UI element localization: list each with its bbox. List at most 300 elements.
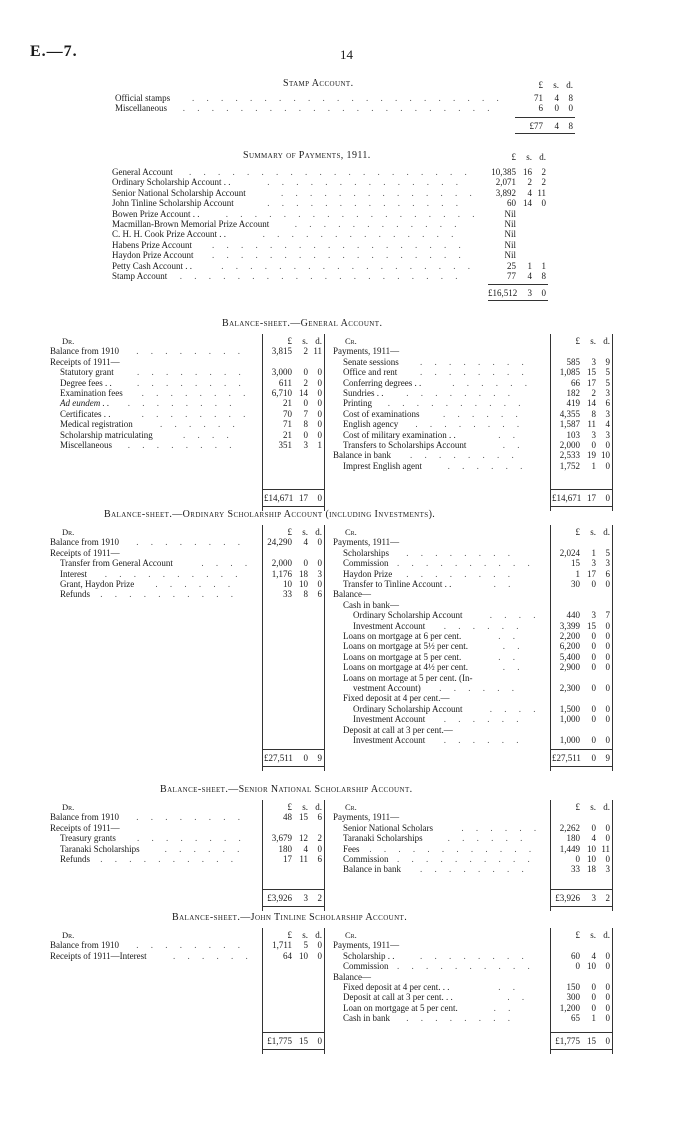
credit-label: Cash in bank— [343,599,399,610]
leader-dots: . . . . . . [443,620,524,631]
row-label: Ordinary Scholarship Account . . [112,177,231,188]
shillings: 3 [527,288,532,299]
pence: 0 [605,641,610,652]
pence: 2 [317,892,322,903]
shillings: 4 [527,187,532,198]
shillings: 0 [591,753,596,764]
credit-label: Investment Account [353,735,426,745]
shillings: 0 [591,662,596,673]
leader-dots: . . . . . . . . . . . . . . . . . . [221,260,475,271]
leader-dots: . . . . . . . . [137,367,246,378]
pounds: 2,300 [559,683,580,693]
pounds: 21 [283,429,292,440]
leader-dots: . . . . . . . . [415,419,525,430]
column-rule [262,525,263,771]
pounds: 6,200 [559,641,580,652]
pounds: 1,587 [559,419,580,430]
leader-dots: . . [498,429,520,440]
pence: 2 [317,833,322,844]
credit-label: Payments, 1911— [333,812,400,823]
pounds: 351 [278,440,292,450]
pounds-heading: £ [287,527,292,537]
pence: 0 [605,1035,610,1046]
pence: 0 [605,833,610,844]
leader-dots: . . [493,579,516,589]
pence: 1 [317,440,322,450]
section-title: Summary of Payments, 1911. [243,150,371,161]
leader-dots: . . . . . . . . . . . . . . . . . . [225,208,480,219]
total-rule-left [262,749,324,750]
pounds: 2,000 [271,558,292,569]
debit-label: Taranaki Scholarships [60,843,140,854]
shillings: 3 [303,892,308,903]
debit-label: Degree fees . . [60,377,112,388]
pounds: 180 [278,843,292,854]
column-rule [612,800,613,911]
column-rule [262,334,263,511]
leader-dots: . . . . . . [439,683,519,693]
pounds: 1,500 [559,703,580,714]
leader-dots: . . . . . . . . . . . . . . [262,229,459,240]
row-label: Petty Cash Account . . [112,260,192,271]
pounds: 25 [507,260,516,271]
pounds: 2,900 [559,662,580,673]
debit-label: Receipts of 1911— [50,822,120,833]
leader-dots: . . . . . . . . . . [397,558,535,569]
debit-label: Miscellaneous [60,440,112,450]
shillings: 10 [299,950,308,961]
leader-dots: . . . . . . . . . . . . . . [267,198,463,209]
pence-heading: d. [603,336,610,346]
pounds: Nil [504,239,516,250]
pounds: 66 [571,377,580,388]
pence: 6 [605,568,610,579]
pounds: 103 [566,429,580,440]
row-label: Bowen Prize Account . . [112,208,200,219]
pounds: 30 [571,579,580,589]
pounds: 2,071 [495,177,516,188]
leader-dots: . . . . . . . . . . . . . . . . . . [212,239,466,250]
dr-heading: Dr. [62,930,75,940]
shillings: 1 [527,260,532,271]
row-label: Macmillan-Brown Memorial Prize Account [112,219,270,229]
leader-dots: . . . . . . . . . . . . [369,843,537,854]
pence: 7 [605,610,610,621]
leader-dots: . . . . . . . . [406,388,515,398]
leader-dots: . . . . . . . . . . [104,568,243,579]
shillings: 0 [591,631,596,641]
pounds: 10 [283,579,292,589]
pounds-heading: £ [538,80,543,90]
pounds: 440 [566,610,580,621]
credit-label: Scholarships [343,547,389,558]
pounds: 2,533 [559,450,580,461]
row-label: Haydon Prize Account [112,250,194,261]
pounds: £1,775 [267,1035,292,1046]
pence: 3 [605,558,610,569]
pence: 8 [541,271,546,281]
pence: 4 [605,419,610,430]
shillings: 4 [591,950,596,961]
total-rule-right-bottom [550,506,612,507]
pence-heading: d. [603,527,610,537]
leader-dots: . . . . . . [447,460,528,471]
leader-dots: . . . . . . . . [137,377,246,388]
leader-dots: . . . . . . . . [136,537,245,548]
pounds: 0 [575,854,580,864]
leader-dots: . . . . . . . . [137,833,246,844]
pence: 0 [605,662,610,673]
shillings: 0 [554,103,559,114]
leader-dots: . . . . . . [164,843,245,854]
column-rule [324,334,325,511]
pence: 0 [605,651,610,662]
credit-label: Commission [343,558,389,569]
leader-dots: . . . . . . . . [141,408,251,419]
shillings-heading: s. [553,80,559,90]
shillings: 17 [587,493,596,504]
pounds-heading: £ [575,527,580,537]
column-rule [262,928,263,1054]
pence: 5 [605,547,610,558]
pounds-heading: £ [287,930,292,940]
pounds: 6,710 [271,388,292,398]
shillings: 15 [299,1035,308,1046]
shillings: 17 [299,493,308,504]
shillings: 1 [591,547,596,558]
credit-label: Senate sessions [343,356,399,367]
credit-label: Loans on mortage at 5 per cent. (In- [343,672,473,683]
leader-dots: . . [502,440,525,450]
shillings: 5 [303,940,308,951]
total-rule [515,117,575,118]
leader-dots: . . . . . . . . [420,367,529,378]
leader-dots: . . . . . . . . . . [397,961,535,972]
pounds: 17 [283,854,292,864]
pence: 0 [541,198,546,209]
pence: 1 [541,260,546,271]
pence-heading: d. [603,802,610,812]
row-label: Habens Prize Account [112,239,192,250]
pounds: £77 [529,120,543,131]
shillings: 0 [591,641,596,652]
shillings: 10 [587,854,596,864]
pounds: 3,815 [271,346,292,357]
pounds: 2,262 [559,822,580,833]
leader-dots: . . . . . . . . [420,864,529,875]
leader-dots: . . . . . . [155,579,236,589]
pounds-heading: £ [287,336,292,346]
shillings: 14 [587,398,596,409]
pence: 0 [605,703,610,714]
shillings: 4 [554,120,559,131]
pounds-heading: £ [575,930,580,940]
debit-label: Balance from 1910 [50,940,119,951]
shillings: 0 [591,683,596,693]
credit-label: Balance— [333,971,371,982]
pence: 0 [317,377,322,388]
total-rule-right-bottom [550,906,612,907]
shillings: 4 [303,537,308,548]
pence: 0 [541,288,546,299]
credit-label: Cash in bank [343,1013,390,1024]
shillings: 8 [303,589,308,600]
debit-label: Grant, Haydon Prize [60,579,135,589]
row-label: John Tinline Scholarship Account [112,198,234,209]
shillings: 17 [587,377,596,388]
column-rule [612,525,613,771]
leader-dots: . . [498,982,520,992]
cr-heading: Cr. [345,336,357,346]
pounds: 1,449 [559,843,580,854]
credit-label: Commission [343,961,389,972]
leader-dots: . . . . . . . . . . . . [294,219,462,229]
leader-dots: . . . . . . . . . . [100,854,238,864]
credit-label: Fees [343,843,360,854]
shillings: 3 [591,558,596,569]
pence: 3 [605,388,610,398]
pence-heading: d. [315,527,322,537]
pence: 6 [317,854,322,864]
shillings: 2 [527,177,532,188]
leader-dots: . . . . . . . . [136,940,245,951]
shillings: 0 [591,1002,596,1013]
pence: 0 [317,367,322,378]
pounds: 71 [534,93,543,103]
shillings-heading: s. [590,930,596,940]
column-rule [324,525,325,771]
pence: 0 [605,950,610,961]
debit-label: Refunds [60,854,90,864]
pounds: 3,892 [495,187,516,198]
leader-dots: . . . . . . . . [141,388,251,398]
leader-dots: . . . . . . [160,419,240,430]
leader-dots: . . . . . . . . [420,356,529,367]
shillings: 0 [591,982,596,992]
shillings: 14 [523,198,532,209]
total-rule-right-bottom [550,1049,612,1050]
credit-label: Haydon Prize [343,568,393,579]
shillings: 2 [591,388,596,398]
pence: 0 [317,940,322,951]
shillings: 18 [299,568,308,579]
pounds: £3,926 [555,892,580,903]
pounds: 77 [507,271,516,281]
row-label: General Account [112,167,173,177]
pounds: 585 [566,356,580,367]
credit-label: Loans on mortgage at 5½ per cent. [343,641,468,652]
shillings: 0 [303,367,308,378]
pence: 0 [317,493,322,504]
pounds: £14,671 [264,493,294,504]
credit-label: Loans on mortgage at 4½ per cent. [343,662,468,673]
shillings: 11 [587,419,596,430]
leader-dots: . . . . . . . . [406,1013,515,1024]
pounds: 1,000 [559,735,580,745]
pence: 5 [605,377,610,388]
leader-dots: . . [502,662,525,673]
credit-label: English agency [343,419,399,430]
leader-dots: . . . . . . [443,735,524,745]
shillings-heading: s. [302,930,308,940]
leader-dots: . . [493,1002,516,1013]
pounds: 24,290 [267,537,292,548]
total-rule-right [550,1032,612,1033]
leader-dots: . . . . [489,703,541,714]
pounds: 1,176 [271,568,292,579]
pounds: 300 [566,992,580,1003]
shillings: 15 [587,367,596,378]
pence: 0 [605,460,610,471]
column-rule [550,525,551,771]
shillings: 4 [527,271,532,281]
shillings: 0 [303,753,308,764]
credit-label: Investment Account [353,714,426,725]
pounds: 1,711 [272,940,292,951]
shillings: 2 [303,377,308,388]
shillings: 15 [299,812,308,823]
credit-label: Scholarship . . [343,950,395,961]
pence: 0 [317,398,322,409]
debit-label: Treasury grants [60,833,116,844]
column-rule [550,334,551,511]
leader-dots: . . . . . . . . . . . . . . [267,177,463,188]
pence: 2 [605,892,610,903]
total-rule-left-bottom [262,1049,324,1050]
pounds: 21 [283,398,292,409]
pence-heading: d. [539,152,546,162]
pence: 0 [605,683,610,693]
shillings: 10 [299,579,308,589]
credit-label: Payments, 1911— [333,940,400,951]
column-rule [550,800,551,911]
pounds: 4,355 [559,408,580,419]
pounds-heading: £ [575,336,580,346]
credit-label: Office and rent [343,367,398,378]
shillings: 15 [587,1035,596,1046]
leader-dots: . . . . . . . . [127,398,237,409]
total-rule-left-bottom [262,766,324,767]
debit-label: Balance from 1910 [50,812,119,823]
shillings: 3 [303,440,308,450]
section-title: Balance-sheet.—General Account. [222,318,383,329]
pounds: 1,752 [559,460,580,471]
pounds-heading: £ [575,802,580,812]
dr-heading: Dr. [62,527,75,537]
shillings: 0 [591,440,596,450]
pence: 0 [317,408,322,419]
leader-dots: . . . . . . . . [136,812,245,823]
shillings: 3 [591,892,596,903]
leader-dots: . . . . . . . . . . . . . . . . . . . . . . [182,103,495,114]
leader-dots: . . . . . . . . . . . . . . . . . . . . [189,167,472,177]
row-label: Stamp Account [112,271,168,281]
total-rule-right [550,889,612,890]
pounds: 182 [566,388,580,398]
credit-label: Fixed deposit at 4 per cent. . . [343,982,450,992]
shillings: 1 [591,460,596,471]
shillings-heading: s. [590,527,596,537]
pounds: 1,200 [559,1002,580,1013]
pounds: Nil [504,219,516,229]
debit-label: Scholarship matriculating [60,429,153,440]
shillings: 0 [591,735,596,745]
pence: 0 [605,620,610,631]
dr-heading: Dr. [62,336,75,346]
shillings-heading: s. [526,152,532,162]
section-title: Balance-sheet.—John Tinline Scholarship Account. [172,912,408,923]
pence: 6 [317,812,322,823]
pounds-heading: £ [287,802,292,812]
total-rule-right [550,489,612,490]
pounds: £14,671 [552,493,582,504]
pence: 6 [605,398,610,409]
pence: 3 [605,429,610,440]
row-label: Miscellaneous [115,103,167,114]
column-rule [612,334,613,511]
pounds: 70 [283,408,292,419]
shillings: 7 [303,408,308,419]
pounds: £3,926 [267,892,292,903]
pounds: 611 [278,377,292,388]
credit-label: Taranaki Scholarships [343,833,423,844]
shillings: 10 [587,843,596,854]
shillings: 8 [591,408,596,419]
credit-label: Investment Account [353,620,426,631]
cr-heading: Cr. [345,527,357,537]
pounds: 64 [283,950,292,961]
pence: 2 [541,167,546,177]
debit-label: Medical registration [60,419,133,430]
credit-label: Loans on mortgage at 6 per cent. [343,631,462,641]
shillings-heading: s. [590,802,596,812]
total-rule-left [262,889,324,890]
pence: 0 [605,854,610,864]
leader-dots: . . . . . . . . [410,450,519,461]
leader-dots: . . . . [183,429,234,440]
shillings: 8 [303,419,308,430]
credit-label: Sundries . . [343,388,384,398]
pounds: 1,085 [559,367,580,378]
cr-heading: Cr. [345,802,357,812]
pence: 0 [568,103,573,114]
credit-label: Loan on mortgage at 5 per cent. [343,1002,458,1013]
pounds: 15 [571,558,580,569]
pounds: 33 [283,589,292,600]
shillings-heading: s. [302,802,308,812]
shillings: 2 [303,346,308,357]
shillings: 3 [591,610,596,621]
leader-dots: . . . . . . . . . . . . . . . . . . . . . . [192,93,504,103]
shillings: 0 [591,822,596,833]
shillings: 4 [303,843,308,854]
pence: 11 [313,346,322,357]
pounds: £27,511 [552,753,581,764]
dr-heading: Dr. [62,802,75,812]
debit-label: Receipts of 1911—Interest [50,950,147,961]
leader-dots: . . . . . . . . [136,346,245,357]
leader-dots: . . . . . . . . . . [397,854,535,864]
credit-label: Cost of examinations [343,408,420,419]
shillings: 18 [587,864,596,875]
pence: 9 [605,356,610,367]
shillings: 4 [591,833,596,844]
credit-label: Transfer to Tinline Account . . [343,579,452,589]
credit-label: Balance in bank [343,864,401,875]
pence: 0 [605,1013,610,1024]
credit-label: Commission [343,854,389,864]
shillings: 0 [303,558,308,569]
